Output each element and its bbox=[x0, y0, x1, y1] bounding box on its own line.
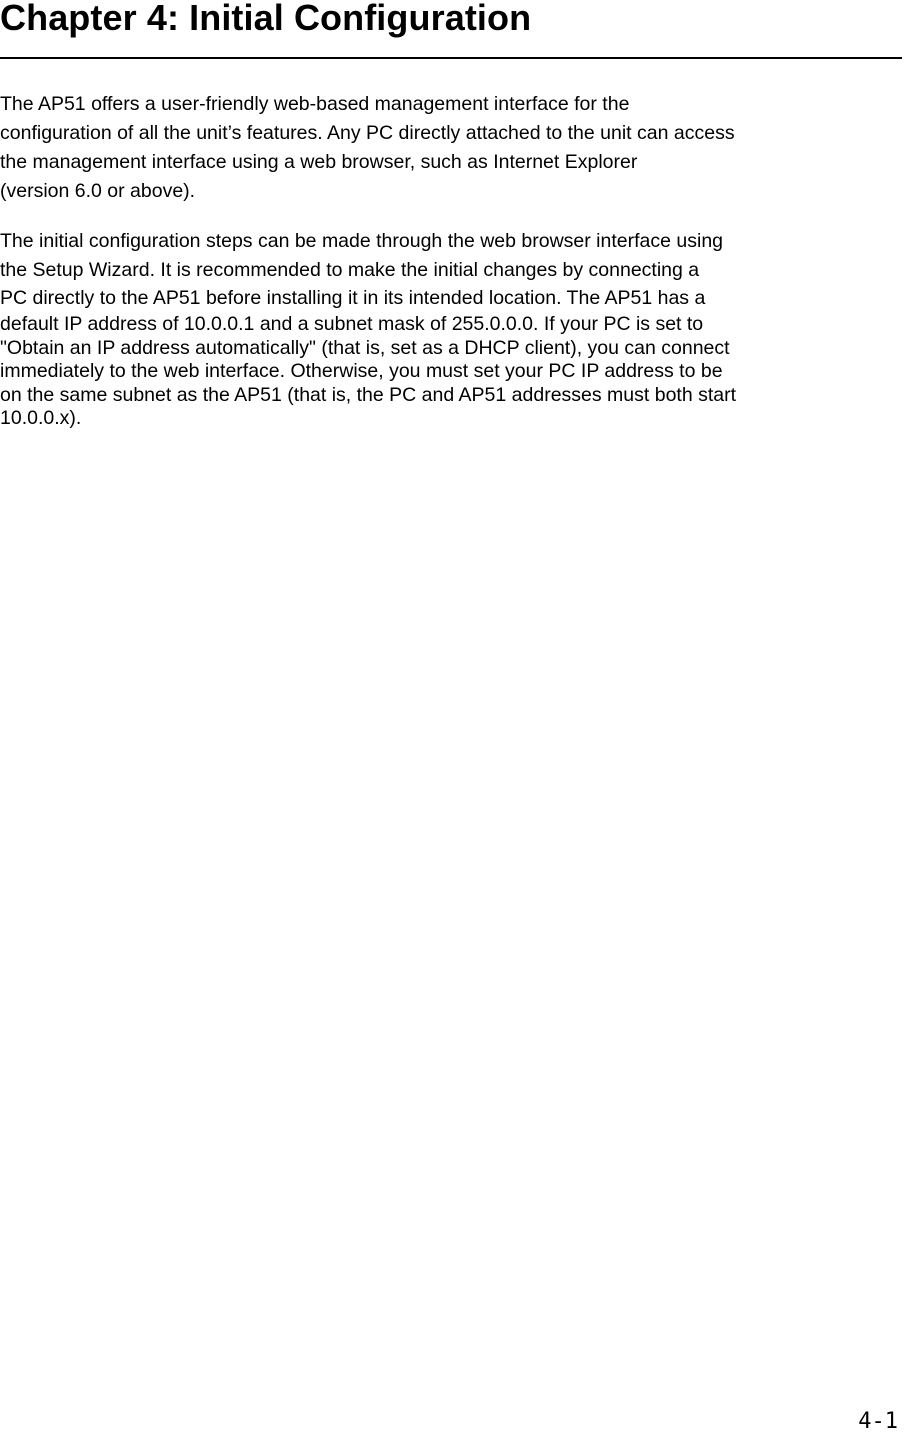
paragraph-line: (version 6.0 or above). bbox=[0, 180, 196, 202]
setup-paragraph bbox=[0, 227, 736, 431]
paragraph-line: immediately to the web interface. Otherwise, you must set your PC IP address to be bbox=[0, 360, 723, 383]
paragraph-line: PC directly to the AP51 before installing it in its intended location. The AP51 has a bbox=[0, 287, 706, 309]
chapter-title: Chapter 4: Initial Configuration bbox=[0, 0, 532, 38]
intro-paragraph bbox=[0, 90, 735, 206]
paragraph-line: "Obtain an IP address automatically" (that is, set as a DHCP client), you can connect bbox=[0, 336, 730, 359]
paragraph-line: the management interface using a web browser, such as Internet Explorer bbox=[0, 151, 638, 173]
paragraph-line: 10.0.0.x). bbox=[0, 407, 82, 430]
paragraph-line: configuration of all the unit’s features. Any PC directly attached to the unit can access bbox=[0, 122, 735, 144]
paragraph-line: the Setup Wizard. It is recommended to make the initial changes by connecting a bbox=[0, 258, 700, 281]
title-divider bbox=[0, 57, 902, 59]
page-number: 4-1 bbox=[858, 1409, 898, 1434]
paragraph-line: The AP51 offers a user-friendly web-based management interface for the bbox=[0, 93, 630, 115]
paragraph-line: on the same subnet as the AP51 (that is, the PC and AP51 addresses must both start bbox=[0, 383, 737, 406]
paragraph-line: The initial configuration steps can be made through the web browser interface using bbox=[0, 230, 724, 252]
paragraph-line: default IP address of 10.0.0.1 and a subnet mask of 255.0.0.0. If your PC is set to bbox=[0, 313, 704, 335]
